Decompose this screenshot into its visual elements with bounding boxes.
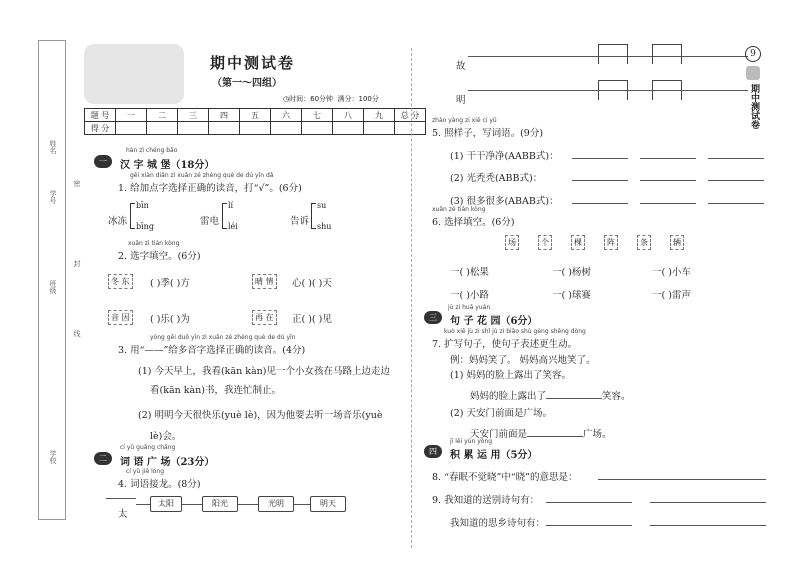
question-2: 2. 选字填空。(6分)	[118, 251, 201, 262]
score-input[interactable]	[271, 122, 302, 135]
chain-start: 明	[456, 95, 466, 106]
cell: 九	[364, 109, 395, 122]
question-8: 8. “春眠不觉晓”中“晓”的意思是：	[432, 472, 578, 483]
label-name: 姓名	[49, 140, 57, 154]
label-seal2: 封	[73, 260, 81, 267]
q3-line: (2) 明明今天很快乐(yuè lè)，因为他要去听一场音乐(yuè	[138, 410, 383, 421]
answer-line[interactable]	[572, 158, 628, 159]
blank-row[interactable]: ( )乐( )为	[150, 314, 190, 325]
page-title: 期中测试卷	[210, 54, 296, 72]
pinyin: yòng gěi duō yīn zì xuǎn zé zhèng què de dú yīn	[150, 334, 296, 341]
answer-line[interactable]	[708, 158, 764, 159]
score-input[interactable]	[147, 122, 178, 135]
cell: 七	[302, 109, 333, 122]
cell: 六	[271, 109, 302, 122]
measure-word: 场	[505, 235, 519, 250]
blank-item[interactable]: 一( )小车	[652, 267, 691, 278]
label-seal1: 密	[73, 180, 81, 187]
option[interactable]: bīng	[136, 222, 154, 231]
page-number: 9	[745, 46, 761, 62]
q5-line: (1) 干干净净(AABB式)：	[450, 151, 559, 162]
word: 雷电	[200, 216, 220, 227]
score-input[interactable]	[116, 122, 147, 135]
pinyin: zhào yàng zi xiě cí yǔ	[432, 117, 497, 124]
chain-boxes[interactable]	[598, 80, 738, 100]
answer-line[interactable]	[708, 180, 764, 181]
cell: 三	[178, 109, 209, 122]
option[interactable]: su	[317, 201, 327, 210]
q3-line: lè)会。	[150, 431, 182, 442]
side-title: 期中测试卷	[749, 84, 759, 129]
char-choice-box: 冬 东	[108, 274, 133, 289]
section-badge: 四	[424, 445, 442, 458]
section-title: 词 语 广 场（23分）	[120, 457, 215, 468]
score-input[interactable]	[364, 122, 395, 135]
answer-line[interactable]	[708, 203, 764, 204]
pinyin: gěi xiàn diǎn zì xuǎn zé zhèng què de dú yīn dǎ	[130, 172, 274, 179]
answer-line[interactable]	[546, 398, 602, 399]
pinyin: jī lěi yùn yòng	[450, 438, 493, 445]
section-badge: 三	[424, 311, 442, 324]
question-1: 1. 给加点字选择正确的读音，打“√”。(6分)	[118, 183, 302, 194]
q7-line: 天安门前面是 广场。	[470, 429, 612, 440]
answer-line[interactable]	[546, 502, 632, 503]
blank-item[interactable]: 一( )松果	[450, 267, 489, 278]
section-title: 积 累 运 用（5分）	[450, 450, 538, 461]
measure-word: 辆	[670, 235, 684, 250]
question-9b: 我知道的思乡诗句有：	[450, 518, 546, 529]
question-6: 6. 选择填空。(6分)	[432, 217, 515, 228]
cell: 一	[116, 109, 147, 122]
score-input[interactable]	[178, 122, 209, 135]
time-info: ◷时间：60分钟 满分：100分	[283, 95, 379, 103]
cell: 五	[240, 109, 271, 122]
cell: 总 分	[395, 109, 426, 122]
answer-line[interactable]	[650, 525, 766, 526]
cell: 八	[333, 109, 364, 122]
example: 例：妈妈笑了。 妈妈高兴地笑了。	[450, 355, 596, 366]
blank-item[interactable]: 一( )杨树	[552, 267, 591, 278]
cell: 二	[147, 109, 178, 122]
q3-line: 看(kān kàn)书，我连忙制止。	[150, 385, 282, 396]
question-7: 7. 扩写句子，使句子表述更生动。	[432, 339, 578, 350]
answer-line[interactable]	[572, 180, 628, 181]
label-id: 学号	[49, 190, 57, 204]
option[interactable]: shu	[317, 222, 332, 231]
blank-row[interactable]: 心( )( )天	[292, 278, 332, 289]
answer-line[interactable]	[572, 203, 628, 204]
q7-line: (2) 天安门前面是广场。	[450, 408, 552, 419]
section-title: 句 子 花 园（6分）	[450, 316, 538, 327]
q5-line: (2) 光秃秃(ABB式)：	[450, 173, 543, 184]
answer-line[interactable]	[598, 479, 766, 480]
chain-word: 太阳	[150, 496, 182, 512]
pinyin: kuò xiě jù zi shǐ jù zi biǎo shù gèng shēng dòng	[444, 328, 586, 335]
chain-boxes[interactable]	[598, 44, 738, 64]
answer-line[interactable]	[640, 180, 696, 181]
blank-item[interactable]: 一( )球赛	[552, 290, 591, 301]
blank-row[interactable]: 正( )( )见	[292, 314, 332, 325]
score-input[interactable]	[209, 122, 240, 135]
mascot-icon	[746, 66, 760, 80]
answer-line[interactable]	[527, 436, 583, 437]
measure-word: 条	[637, 235, 651, 250]
q3-line: (1) 今天早上，我看(kān kàn)见一个小女孩在马路上边走边	[138, 366, 390, 377]
question-5: 5. 照样子，写词语。(9分)	[432, 128, 544, 139]
clock-icon: ◷	[283, 95, 290, 103]
section-badge: 二	[94, 452, 112, 465]
pinyin: cí yǔ guǎng chǎng	[120, 444, 176, 451]
score-table	[84, 108, 426, 135]
answer-line[interactable]	[546, 525, 632, 526]
binding-margin	[8, 40, 88, 540]
option[interactable]: lí	[228, 201, 234, 210]
cell: 得 分	[85, 122, 116, 135]
cell: 四	[209, 109, 240, 122]
word: 告诉	[290, 216, 310, 227]
answer-line[interactable]	[640, 203, 696, 204]
word: 冰冻	[108, 216, 128, 227]
char-choice-box: 音 因	[108, 310, 133, 325]
pinyin: xuǎn zì tián kòng	[128, 240, 180, 247]
pinyin: xuǎn zé tián kòng	[432, 206, 486, 213]
option[interactable]: bīn	[136, 201, 149, 210]
chain-word: 明天	[310, 496, 346, 512]
page-subtitle: （第一～四组）	[212, 78, 282, 89]
cartoon-banner	[84, 44, 184, 104]
measure-word: 阵	[604, 235, 618, 250]
label-school: 学校	[49, 450, 57, 464]
blank-item[interactable]: 一( )小路	[450, 290, 489, 301]
blank-row[interactable]: ( )季( )方	[150, 278, 190, 289]
score-input[interactable]	[333, 122, 364, 135]
q5-line: (3) 很多很多(ABAB式)：	[450, 196, 559, 207]
answer-line[interactable]	[650, 502, 766, 503]
chain-start: 故	[456, 61, 466, 72]
question-3: 3. 用“——”给多音字选择正确的读音。(4分)	[118, 345, 306, 356]
q7-line: 妈妈的脸上露出了 笑容。	[470, 391, 631, 402]
pinyin: jù zi huā yuán	[448, 304, 491, 311]
score-input[interactable]	[395, 122, 426, 135]
pinyin: cí yǔ jiē lóng	[126, 468, 165, 475]
char-choice-box: 晴 情	[252, 274, 277, 289]
cell: 题 号	[85, 109, 116, 122]
q7-line: (1) 妈妈的脸上露出了笑容。	[450, 370, 571, 381]
measure-word: 棵	[571, 235, 585, 250]
score-input[interactable]	[240, 122, 271, 135]
page-divider	[411, 48, 412, 548]
chain-word: 阳光	[202, 496, 238, 512]
option[interactable]: léi	[228, 222, 238, 231]
blank-item[interactable]: 一( )雷声	[652, 290, 691, 301]
section-title: 汉 字 城 堡（18分）	[120, 160, 215, 171]
char-choice-box: 再 在	[252, 310, 277, 325]
label-seal3: 线	[73, 330, 81, 337]
question-4: 4. 词语接龙。(8分)	[118, 479, 201, 490]
answer-line[interactable]	[640, 158, 696, 159]
section-badge: 一	[94, 155, 112, 168]
measure-word: 个	[538, 235, 552, 250]
score-input[interactable]	[302, 122, 333, 135]
label-class: 班级	[49, 280, 57, 294]
chain-word: 光明	[258, 496, 294, 512]
question-9: 9. 我知道的送别诗句有：	[432, 495, 540, 506]
pinyin: hàn zì chéng bǎo	[126, 147, 178, 154]
chain-word: 太	[118, 509, 128, 520]
